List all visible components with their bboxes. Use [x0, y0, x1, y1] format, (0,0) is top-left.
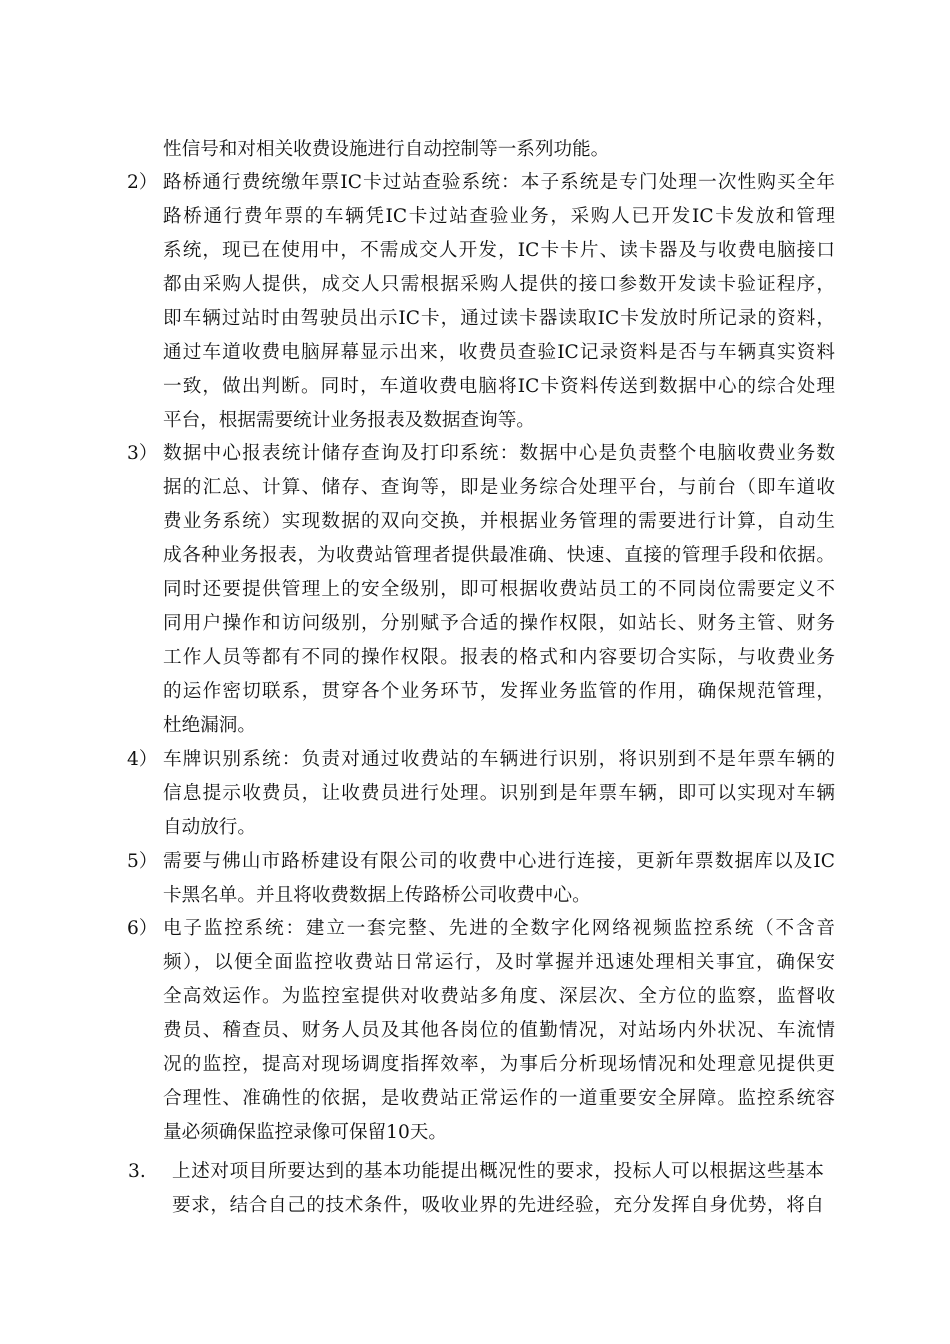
paragraph-line: 通过车道收费电脑屏幕显示出来，收费员查验IC记录资料是否与车辆真实资料	[163, 342, 835, 363]
paragraph-line: 成各种业务报表，为收费站管理者提供最准确、快速、直接的管理手段和依据。	[163, 545, 835, 566]
paragraph-line: 平台，根据需要统计业务报表及数据查询等。	[163, 410, 535, 431]
list-item-number: 5）	[127, 851, 158, 872]
paragraph-line: 工作人员等都有不同的操作权限。报表的格式和内容要切合实际，与收费业务	[163, 647, 835, 668]
paragraph-line: 即车辆过站时由驾驶员出示IC卡，通过读卡器读取IC卡发放时所记录的资料，	[163, 308, 835, 329]
paragraph-line: 全高效运作。为监控室提供对收费站多角度、深层次、全方位的监察，监督收	[163, 986, 835, 1007]
list-item-number: 6）	[127, 918, 158, 939]
paragraph-line: 需要与佛山市路桥建设有限公司的收费中心进行连接，更新年票数据库以及IC	[163, 851, 835, 872]
paragraph-line: 一致，做出判断。同时，车道收费电脑将IC卡资料传送到数据中心的综合处理	[163, 376, 835, 397]
section-number: 3.	[128, 1161, 146, 1182]
paragraph-line: 性信号和对相关收费设施进行自动控制等一系列功能。	[163, 139, 610, 160]
paragraph-line: 路桥通行费年票的车辆凭IC卡过站查验业务，采购人已开发IC卡发放和管理	[163, 206, 835, 227]
paragraph-line: 同时还要提供管理上的安全级别，即可根据收费站员工的不同岗位需要定义不	[163, 579, 835, 600]
paragraph-line: 要求，结合自己的技术条件，吸收业界的先进经验，充分发挥自身优势，将自	[172, 1195, 824, 1216]
paragraph-line: 同用户操作和访问级别，分别赋予合适的操作权限，如站长、财务主管、财务	[163, 613, 835, 634]
paragraph-line: 况的监控，提高对现场调度指挥效率，为事后分析现场情况和处理意见提供更	[163, 1054, 835, 1075]
paragraph-line: 据的汇总、计算、储存、查询等，即是业务综合处理平台，与前台（即车道收	[163, 477, 835, 498]
paragraph-line: 都由采购人提供，成交人只需根据采购人提供的接口参数开发读卡验证程序，	[163, 274, 835, 295]
paragraph-line: 数据中心报表统计储存查询及打印系统：数据中心是负责整个电脑收费业务数	[163, 443, 835, 464]
paragraph-line: 量必须确保监控录像可保留10天。	[163, 1122, 447, 1143]
list-item-number: 4）	[127, 749, 158, 770]
paragraph-line: 合理性、准确性的依据，是收费站正常运作的一道重要安全屏障。监控系统容	[163, 1088, 835, 1109]
paragraph-line: 自动放行。	[163, 817, 256, 838]
paragraph-line: 信息提示收费员，让收费员进行处理。识别到是年票车辆，即可以实现对车辆	[163, 783, 835, 804]
paragraph-line: 电子监控系统：建立一套完整、先进的全数字化网络视频监控系统（不含音	[163, 918, 835, 939]
paragraph-line: 频），以便全面监控收费站日常运行，及时掌握并迅速处理相关事宜，确保安	[163, 952, 835, 973]
paragraph-line: 路桥通行费统缴年票IC卡过站查验系统：本子系统是专门处理一次性购买全年	[163, 172, 835, 193]
paragraph-line: 车牌识别系统：负责对通过收费站的车辆进行识别，将识别到不是年票车辆的	[163, 749, 835, 770]
list-item-number: 3）	[127, 443, 158, 464]
paragraph-line: 卡黑名单。并且将收费数据上传路桥公司收费中心。	[163, 885, 591, 906]
paragraph-line: 上述对项目所要达到的基本功能提出概况性的要求，投标人可以根据这些基本	[172, 1161, 824, 1182]
paragraph-line: 杜绝漏洞。	[163, 715, 256, 736]
paragraph-line: 的运作密切联系，贯穿各个业务环节，发挥业务监管的作用，确保规范管理，	[163, 681, 835, 702]
paragraph-line: 费业务系统）实现数据的双向交换，并根据业务管理的需要进行计算，自动生	[163, 511, 835, 532]
list-item-number: 2）	[127, 172, 158, 193]
paragraph-line: 费员、稽查员、财务人员及其他各岗位的值勤情况，对站场内外状况、车流情	[163, 1020, 835, 1041]
paragraph-line: 系统，现已在使用中，不需成交人开发，IC卡卡片、读卡器及与收费电脑接口	[163, 240, 835, 261]
